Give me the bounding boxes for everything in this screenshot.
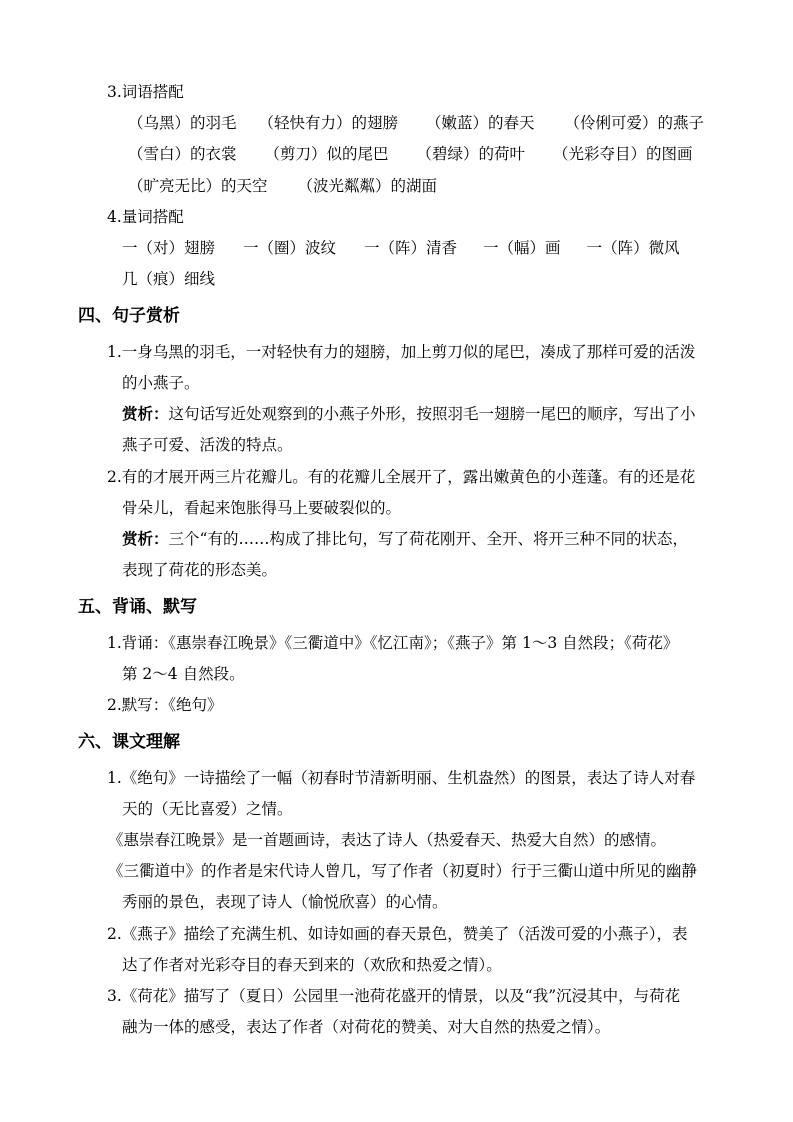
understanding-2-line: 《惠崇春江晚景》是一首题画诗，表达了诗人（热爱春天、热爱大自然）的感情。 — [108, 831, 667, 849]
vocab-item: （嫩蓝）的春天 — [426, 114, 535, 132]
vocab-item: （乌黑）的羽毛 — [128, 114, 237, 132]
measure-item: 几（痕）细线 — [122, 270, 216, 288]
vocab-item: （雪白）的衣裳 — [128, 145, 237, 163]
vocab-item: （光彩夺目）的图画 — [553, 145, 693, 163]
vocab-title: 3.词语搭配 — [107, 83, 184, 101]
sentence-2-line-2: 骨朵儿，看起来饱胀得马上要破裂似的。 — [122, 499, 402, 517]
understanding-4-line-1: 2.《燕子》描绘了充满生机、如诗如画的春天景色，赞美了（活泼可爱的小燕子），表 — [107, 925, 688, 943]
recite-line-2: 第 2～4 自然段。 — [122, 665, 245, 683]
analysis-label: 赏析： — [122, 405, 169, 423]
section-4-heading: 四、句子赏析 — [78, 306, 180, 326]
measure-item: 一（阵）清香 — [364, 239, 458, 257]
vocab-row-2 — [128, 144, 693, 164]
vocab-row-1 — [128, 113, 704, 133]
understanding-1-line-2: 天的（无比喜爱）之情。 — [122, 800, 293, 818]
understanding-1-line-1: 1.《绝句》一诗描绘了一幅（初春时节清新明丽、生机盎然）的图景，表达了诗人对春 — [107, 769, 696, 787]
analysis-text: 这句话写近处观察到的小燕子外形，按照羽毛一翅膀一尾巴的顺序，写出了小 — [168, 405, 696, 423]
measure-title: 4.量词搭配 — [107, 208, 184, 226]
analysis-2-line-1 — [122, 529, 688, 549]
analysis-2-line-2: 表现了荷花的形态美。 — [122, 561, 278, 579]
vocab-item: （轻快有力）的翅膀 — [258, 114, 399, 132]
vocab-item: （碧绿）的荷叶 — [416, 145, 526, 163]
understanding-3-line-2: 秀丽的景色，表现了诗人（愉悦欣喜）的心情。 — [122, 893, 448, 911]
measure-row-2 — [122, 269, 215, 289]
measure-row-1 — [122, 238, 680, 258]
vocab-item: （波光粼粼）的湖面 — [297, 177, 438, 195]
vocab-row-3 — [128, 176, 437, 196]
measure-item: 一（圈）波纹 — [243, 239, 337, 257]
understanding-5-line-2: 融为一体的感受，表达了作者（对荷花的赞美、对大自然的热爱之情）。 — [122, 1018, 611, 1036]
understanding-4-line-2: 达了作者对光彩夺目的春天到来的（欢欣和热爱之情）。 — [122, 956, 502, 974]
analysis-label: 赏析： — [122, 530, 169, 548]
analysis-text: 三个“有的……构成了排比句，写了荷花刚开、全开、将开三种不同的状态， — [168, 530, 688, 548]
vocab-item: （旷亮无比）的天空 — [128, 177, 268, 195]
measure-item: 一（幅）画 — [483, 239, 561, 257]
measure-item: 一（对）翅膀 — [122, 239, 216, 257]
dictation-line: 2.默写：《绝句》 — [107, 696, 223, 714]
section-6-heading: 六、课文理解 — [78, 732, 180, 752]
understanding-3-line-1: 《三衢道中》的作者是宋代诗人曾几，写了作者（初夏时）行于三衢山道中所见的幽静 — [108, 862, 698, 880]
sentence-1-line-2: 的小燕子。 — [122, 374, 200, 392]
recite-line-1: 1.背诵：《惠崇春江晚景》《三衢道中》《忆江南》；《燕子》第 1～3 自然段；《荷花》 — [107, 634, 679, 652]
sentence-2-line-1: 2.有的才展开两三片花瓣儿。有的花瓣儿全展开了，露出嫩黄色的小莲蓬。有的还是花 — [107, 468, 696, 486]
sentence-1-line-1: 1.一身乌黑的羽毛，一对轻快有力的翅膀，加上剪刀似的尾巴，凑成了那样可爱的活泼 — [107, 343, 696, 361]
understanding-5-line-1: 3.《荷花》描写了（夏日）公园里一池荷花盛开的情景，以及“我”沉浸其中，与荷花 — [107, 987, 681, 1005]
analysis-1-line-2: 燕子可爱、活泼的特点。 — [122, 436, 293, 454]
section-5-heading: 五、背诵、默写 — [78, 597, 197, 617]
vocab-item: （伶俐可爱）的燕子 — [564, 114, 705, 132]
analysis-1-line-1 — [122, 404, 696, 424]
measure-item: 一（阵）微风 — [586, 239, 680, 257]
vocab-item: （剪刀）似的尾巴 — [264, 145, 389, 163]
